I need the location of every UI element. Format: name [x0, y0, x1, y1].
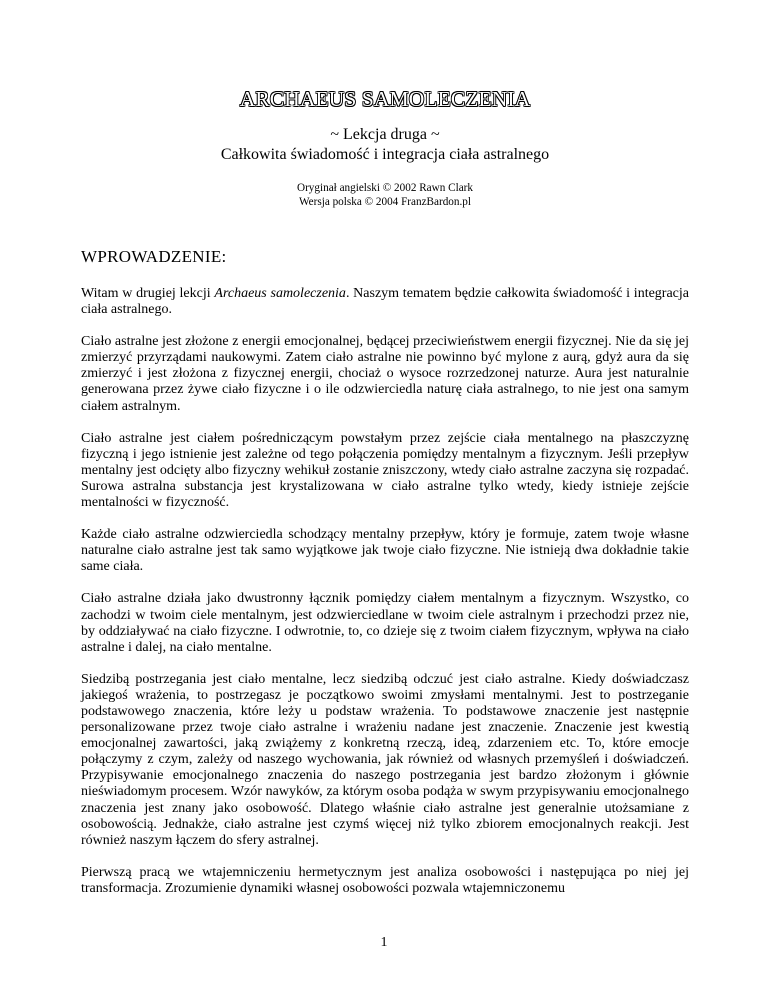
credit-polish: Wersja polska © 2004 FranzBardon.pl: [299, 196, 471, 208]
lesson-header: [81, 125, 689, 165]
intro-text-italic: Archaeus samoleczenia: [214, 286, 346, 301]
body-paragraph: Każde ciało astralne odzwierciedla schodzący mentalny przepływ, który je formuje, zatem twoje własne naturalne ciało astralne jest tak samo wyjątkowe jak twoje ciało fizyczne. Nie istnieją dwa dokładnie takie same ciała.: [81, 527, 689, 575]
lesson-number: ~ Lekcja druga ~: [330, 126, 440, 143]
credits: [81, 181, 689, 209]
body-paragraph: Ciało astralne działa jako dwustronny łącznik pomiędzy ciałem mentalnym a fizycznym. Wszystko, co zachodzi w twoim ciele mentalnym, jest odzwierciedlane w twoim ciele astralnym i przechodzi przez nie, by oddziaływać na ciało fizyczne. I odwrotnie, to, co dzieje się z twoim ciałem fizycznym, wpływa na ciało astralne i dalej, na ciało mentalne.: [81, 591, 689, 655]
intro-text-before: Witam w drugiej lekcji: [81, 286, 215, 301]
intro-paragraph: [81, 286, 689, 318]
body-paragraph: Pierwszą pracą we wtajemniczeniu hermetycznym jest analiza osobowości i następująca po niej jej transformacja. Zrozumienie dynamiki własnej osobowości pozwala wtajemniczonemu: [81, 864, 689, 896]
document-title: ARCHAEUS SAMOLECZENIA: [239, 87, 531, 111]
credit-original: Oryginał angielski © 2002 Rawn Clark: [297, 182, 473, 194]
lesson-topic: Całkowita świadomość i integracja ciała astralnego: [220, 146, 550, 163]
body-paragraph: Ciało astralne jest ciałem pośredniczącym powstałym przez zejście ciała mentalnego na płaszczyznę fizyczną i jego istnienie jest zależne od tego połączenia pomiędzy mentalnym a fizycznym. Jeśli przepływ mentalny jest odcięty albo fizyczny wehikuł zostanie zniszczony, wtedy ciało astralne zaczyna się rozpadać. Surowa astralna substancja jest krystalizowana w ciało astralne tylko wtedy, kiedy istnieje zejście mentalności w fizyczność.: [81, 430, 689, 511]
body-paragraph: Siedzibą postrzegania jest ciało mentalne, lecz siedzibą odczuć jest ciało astralne. Kiedy doświadczasz jakiegoś wrażenia, to postrzegasz je początkowo swoimi zmysłami mentalnymi. Jest to postrzeganie podstawowego znaczenia, które leży u podstaw wrażenia. To podstawowe znaczenie jest następnie personalizowane przez twoje ciało astralne i wrażeniu nadane jest znaczenie. Znaczenie jest kwestią emocjonalnej zawartości, jaką zwiążemy z konkretną rzeczą, ideą, zdarzeniem etc. To, które emocje połączymy z czym, zależy od naszego wychowania, jak również od własnych przemyśleń i doświadczeń. Przypisywanie emocjonalnego znaczenia do naszego postrzegania jest bardzo złożonym i głównie nieświadomym procesem. Wzór nawyków, za którym osoba podąża w swym przypisywaniu emocjonalnego znaczenia jest znany jako osobowość. Dlatego właśnie ciało astralne jest generalnie utożsamiane z osobowością. Jednakże, ciało astralne jest czymś więcej niż tylko zbiorem emocjonalnych reakcji. Jest również naszym łączem do sfery astralnej.: [81, 671, 689, 848]
intro-text-after: . Naszym tematem będzie całkowita świadomość i integracja ciała astralnego.: [81, 286, 689, 318]
page-number: 1: [380, 935, 388, 950]
body-paragraph: Ciało astralne jest złożone z energii emocjonalnej, będącej przeciwieństwem energii fizycznej. Nie da się jej zmierzyć przyrządami naukowymi. Zatem ciało astralne nie powinno być mylone z aurą, gdyż aura da się zmierzyć i jest złożona z fizycznej energii, chociaż o wysoce rozrzedzonej naturze. Aura jest naturalnie generowana przez żywe ciało fizyczne i o ile odzwierciedla naturę ciała astralnego, to nie jest ona samym ciałem astralnym.: [81, 334, 689, 414]
section-heading: WPROWADZENIE:: [81, 247, 227, 266]
